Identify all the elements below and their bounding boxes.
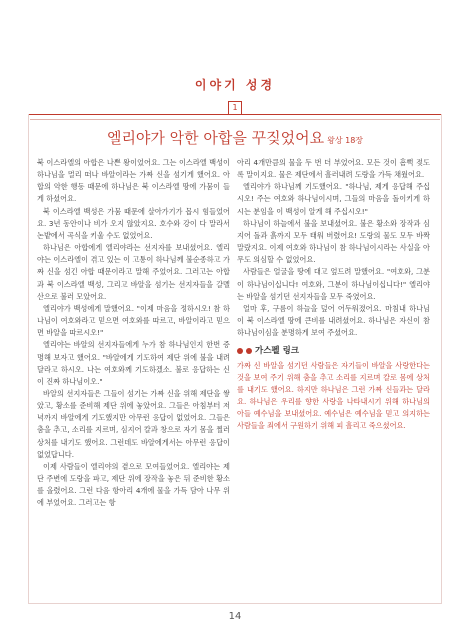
page-number: 14 <box>228 611 242 622</box>
section-title: 이야기 성경 <box>194 78 276 92</box>
paragraph: 바알의 선지자들은 그들이 섬기는 가짜 신을 위해 제단을 쌓았고, 황소를 준비해 제단 위에 놓았어요. 그들은 아침부터 저녁까지 바알에게 기도했지만 아무런 응답이 없었어요. 그들은 춤을 추고, 소리를 지르며, 심지어 칼과 창으로 자기 몸을 찔러 상처를 내기도 했어요. 그런데도 바알에게서는 아무런 응답이 없었답니다. <box>37 388 230 459</box>
gospel-link-body: 가짜 신 바알을 섬기던 사람들은 자기들이 바알을 사랑한다는 것을 보여 주기 위해 춤을 추고 소리를 지르며 칼로 몸에 상처를 내기도 했어요. 하지만 하나님은 그런 가짜 신들과는 달라요. 하나님은 우리를 향한 사랑을 나타내시기 위해 하나님의 아들 예수님을 보내셨어요. 예수님은 예수님을 믿고 의지하는 사람들을 죄에서 구원하기 위해 피 흘리고 죽으셨어요. <box>237 360 430 431</box>
paragraph: 얼마 후, 구름이 하늘을 덮어 어두워졌어요. 마침내 하나님이 북 이스라엘 땅에 큰비를 내려셨어요. 하나님은 자신이 참 하나님이심을 분명하게 보여 주셨어요. <box>237 303 430 338</box>
right-column <box>237 157 430 432</box>
story-title <box>0 127 470 148</box>
story-title-text: 엘리야가 악한 아합을 꾸짖었어요 <box>106 129 325 147</box>
paragraph: 엘리야가 하나님께 기도했어요. "하나님, 제게 응답해 주십시오! 주는 여호와 하나님이시며, 그들의 마음을 돌이키게 하시는 분임을 이 백성이 알게 해 주십시오!" <box>237 182 430 216</box>
scripture-reference: 왕상 18장 <box>327 136 364 145</box>
paragraph: 하나님은 아합에게 엘리야라는 선지자를 보내셨어요. 엘리야는 이스라엘이 겪고 있는 이 고통이 하나님께 불순종하고 가짜 신을 섬긴 아합 때문이라고 말해 주었어요. 그러고는 아합과 북 이스라엘 백성, 그리고 바알을 섬기는 선지자들을 갈멜산으로 불러 모았어요. <box>37 243 230 301</box>
gospel-link-heading <box>237 345 430 357</box>
paragraph: 엘리야는 바알의 선지자들에게 누가 참 하나님인지 한번 증명해 보자고 했어요. "바알에게 기도하여 제단 위에 불을 내려 달라고 하시오. 나는 여호와께 기도하겠소. 불로 응답하는 신이 진짜 하나님이오." <box>37 340 230 386</box>
bullet-dot-icon <box>237 348 243 354</box>
paragraph: 이제 사람들이 엘리야의 곁으로 모여들었어요. 엘리야는 제단 주변에 도랑을 파고, 제단 위에 장작을 놓은 뒤 준비한 황소를 올렸어요. 그런 다음 항아리 4개에 물을 가득 담아 나무 위에 부었어요. 그러고는 항 <box>37 461 230 508</box>
gospel-link-title: 가스펠 링크 <box>255 346 300 357</box>
paragraph: 사람들은 얼굴을 땅에 대고 엎드려 말했어요. "여호와, 그분이 하나님이십니다! 여호와, 그분이 하나님이십니다!" 엘리야는 바알을 섬기던 선지자들을 모두 죽였어요. <box>237 267 430 301</box>
paragraph: 아리 4개만큼의 물을 두 번 더 부었어요. 모든 것이 흠뻑 젖도록 말이지요. 물은 제단에서 흘러내려 도랑을 가득 채웠어요. <box>237 158 430 180</box>
paragraph: 북 이스라엘 백성은 가뭄 때문에 살아가기가 몹시 힘들었어요. 3년 동안이나 비가 오지 않았지요. 호수와 강이 다 말라서 논밭에서 곡식을 키울 수도 없었어요. <box>37 206 230 240</box>
left-column <box>37 157 230 510</box>
paragraph: 하나님이 하늘에서 불을 보내셨어요. 불은 황소와 장작과 심지어 돌과 흙까지 모두 태워 버렸어요! 도랑의 물도 모두 바짝 말랐지요. 이제 여호와 하나님이 참 하나님이시라는 사실을 아무도 의심할 수 없었어요. <box>237 218 430 265</box>
bullet-dot-icon <box>246 348 252 354</box>
paragraph: 엘리야가 백성에게 말했어요. "이제 마음을 정하시오! 참 하나님이 여호와라고 믿으면 여호와를 따르고, 바알이라고 믿으면 바알을 따르시오!" <box>37 303 230 338</box>
paragraph: 북 이스라엘의 아합은 나쁜 왕이었어요. 그는 이스라엘 백성이 하나님을 멀리 떠나 바알이라는 가짜 신을 섬기게 했어요. 아합의 악한 행동 때문에 하나님은 북 이스라엘 땅에 가뭄이 들게 하셨어요. <box>37 158 230 204</box>
section-number-badge: 1 <box>228 101 242 115</box>
